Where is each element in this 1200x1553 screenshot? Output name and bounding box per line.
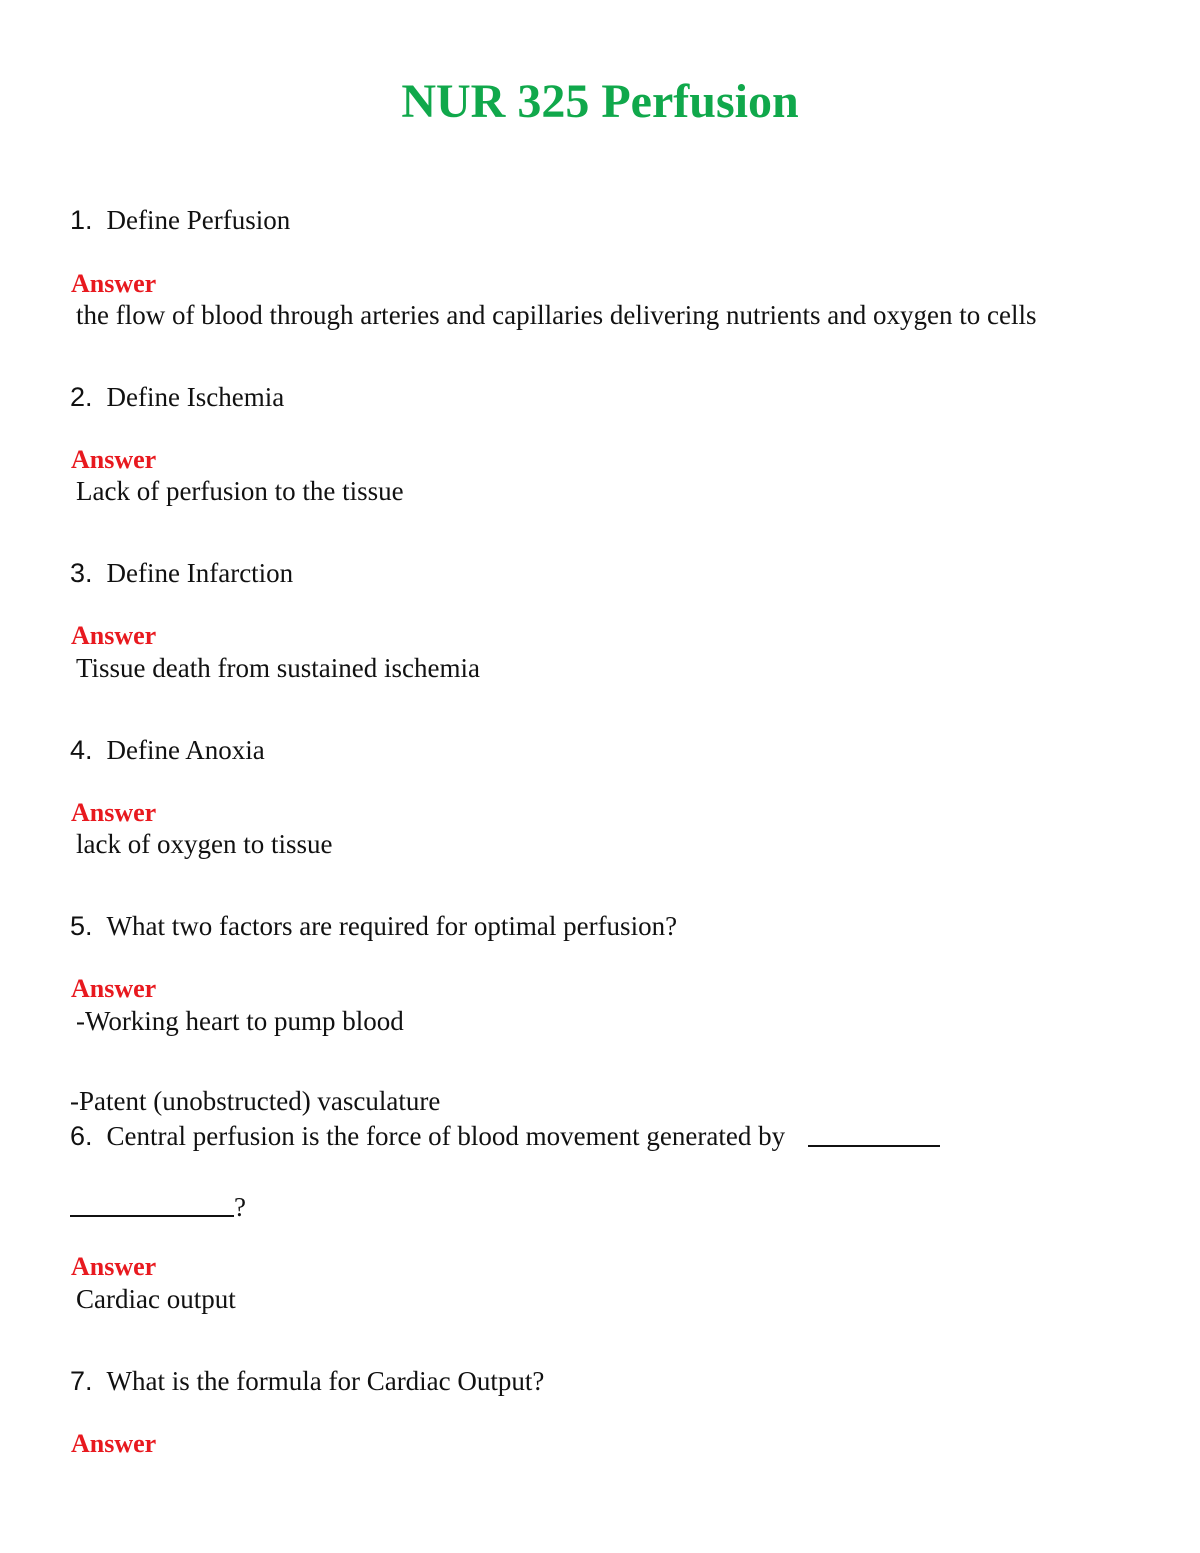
answer-text: Tissue death from sustained ischemia — [76, 653, 480, 683]
answer-text: Lack of perfusion to the tissue — [76, 476, 404, 506]
question-number: 2. — [70, 382, 93, 412]
answer-text-extra: -Patent (unobstructed) vasculature — [70, 1086, 441, 1116]
fill-in-blank-line — [808, 1145, 940, 1147]
answer-label: Answer — [71, 445, 157, 474]
question-6 — [70, 1119, 785, 1153]
question-continued-text: ? — [234, 1192, 246, 1222]
question-text: Central perfusion is the force of blood movement generated by — [106, 1121, 786, 1151]
page-title: NUR 325 Perfusion — [401, 75, 799, 128]
question-text: Define Ischemia — [106, 382, 285, 412]
question-number: 6. — [70, 1121, 93, 1151]
answer-text: lack of oxygen to tissue — [76, 829, 333, 859]
question-7 — [70, 1364, 544, 1398]
question-2 — [70, 380, 284, 414]
question-number: 3. — [70, 558, 93, 588]
question-number: 4. — [70, 735, 93, 765]
answer-label: Answer — [71, 1252, 157, 1281]
answer-label: Answer — [71, 1429, 157, 1458]
answer-label: Answer — [71, 621, 157, 650]
question-number: 5. — [70, 911, 93, 941]
question-text: Define Anoxia — [106, 735, 265, 765]
question-text: What two factors are required for optimal perfusion? — [106, 911, 678, 941]
question-1 — [70, 203, 290, 237]
question-text: Define Perfusion — [106, 205, 291, 235]
answer-label: Answer — [71, 974, 157, 1003]
question-5 — [70, 909, 677, 943]
question-3 — [70, 556, 293, 590]
answer-label: Answer — [71, 798, 157, 827]
question-number: 7. — [70, 1366, 93, 1396]
answer-label: Answer — [71, 269, 157, 298]
question-text: What is the formula for Cardiac Output? — [106, 1366, 545, 1396]
answer-text: the flow of blood through arteries and capillaries delivering nutrients and oxygen to cells — [76, 300, 1037, 330]
question-4 — [70, 733, 265, 767]
answer-text: Cardiac output — [76, 1284, 236, 1314]
question-text: Define Infarction — [106, 558, 294, 588]
answer-text: -Working heart to pump blood — [76, 1006, 404, 1036]
fill-in-blank-line — [70, 1215, 234, 1217]
question-number: 1. — [70, 205, 93, 235]
